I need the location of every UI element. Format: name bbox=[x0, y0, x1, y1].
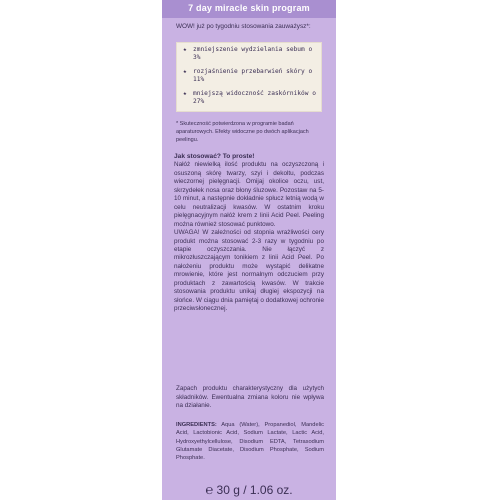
ingredients-label: INGREDIENTS: bbox=[176, 422, 217, 428]
warning-paragraph: UWAGA! W zależności od stopnia wrażliwości cery produkt można stosować 2-3 razy w tygodniu po etapie oczyszczania. Nie łączyć z mikrozłuszczającym tonikiem z linii Acid Peel. Po nałożeniu produktu może wystąpić delikatne mrowienie, które jest normalnym odczuciem przy produktach z zawartością kwasów. W trakcie stosowania produktu unikaj długiej ekspozycji na słońce. W ciągu dnia pamiętaj o dodatkowej ochronie przeciwsłonecznej. bbox=[174, 229, 324, 313]
how-to-use-section bbox=[174, 153, 324, 314]
ingredients-section bbox=[176, 421, 324, 462]
how-to-use-paragraph: Nałóż niewielką ilość produktu na oczyszczoną i osuszoną skórę twarzy, szyi i dekoltu, podczas wieczornej pielęgnacji. Omijaj okolice oczu, ust, skrzydełek nosa oraz błony śluzowe. Pozostaw na 5-10 minut, a następnie dokładnie spłucz letnią wodą w celu neutralizacji kwasów. W ostatnim kroku pielęgnacyjnym nałóż krem z linii Acid Peel. Peeling można również stosować punktowo. bbox=[174, 161, 324, 228]
net-weight bbox=[162, 482, 336, 497]
how-to-use-title: Jak stosować? To proste! bbox=[174, 153, 255, 160]
result-text: zmniejszenie wydzielania sebum o 3% bbox=[193, 46, 313, 61]
product-label bbox=[162, 0, 336, 500]
scent-note: Zapach produktu charakterystyczny dla użytych składników. Ewentualna zmiana koloru nie wpływa na działanie. bbox=[176, 385, 324, 409]
result-text: mniejszą widoczność zaskórników o 27% bbox=[193, 90, 316, 105]
star-icon: ★ bbox=[183, 46, 187, 53]
intro-text: WOW! już po tygodniu stosowania zauważysz*: bbox=[176, 23, 311, 30]
how-to-use-body bbox=[174, 161, 324, 313]
star-icon: ★ bbox=[183, 90, 187, 97]
net-weight-value: 30 g / 1.06 oz. bbox=[216, 483, 293, 497]
estimated-sign-icon: ℮ bbox=[205, 482, 214, 497]
result-text: rozjaśnienie przebarwień skóry o 11% bbox=[193, 68, 313, 83]
results-box bbox=[176, 42, 322, 112]
footnote: * Skuteczność potwierdzona w programie badań aparaturowych. Efekty widoczne po dwóch aplikacjach peelingu. bbox=[176, 121, 309, 143]
star-icon: ★ bbox=[183, 68, 187, 75]
ingredients-list: Aqua (Water), Propanediol, Mandelic Acid, Lactobionic Acid, Sodium Lactate, Lactic Acid, Hydroxyethylcellulose, Disodium EDTA, Tetrasodium Glutamate Diacetate, Disodium Phosphate, Sodium Phosphate. bbox=[176, 422, 324, 462]
program-title: 7 day miracle skin program bbox=[188, 3, 310, 13]
